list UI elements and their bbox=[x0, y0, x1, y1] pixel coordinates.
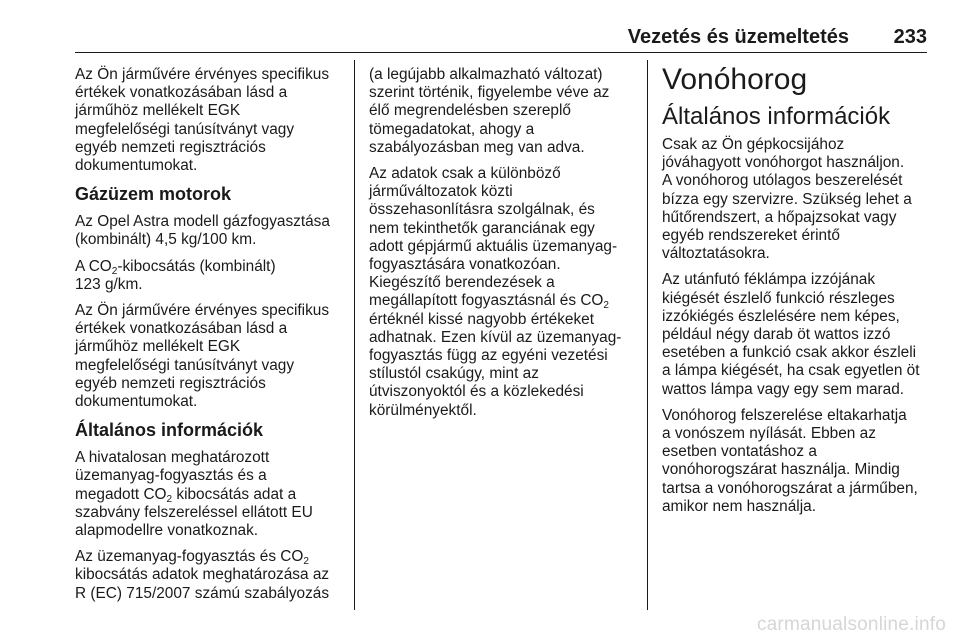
column-3 bbox=[662, 63, 952, 524]
paragraph-official-consumption: A hivatalosan meghatározott üzemanyag-fogyasztás és a megadott $CO_2$ kibocsátás adat a szabvány felszereléssel ellátott EU alapmodellre vonatkoznak. bbox=[75, 449, 313, 540]
paragraph-regulation-cont: (a legújabb alkalmazható változat) szerint történik, figyelembe véve az élő megrendelésben szereplő tömegadatokat, ahogy a szabályozásban meg van adva. bbox=[369, 66, 610, 156]
header-rule bbox=[75, 52, 927, 53]
column-2 bbox=[369, 66, 641, 428]
column-divider-2 bbox=[647, 60, 648, 610]
heading-general-info: Általános információk bbox=[75, 420, 264, 441]
header-title: Vezetés és üzemeltetés bbox=[627, 26, 849, 48]
paragraph-brake-lamp: Az utánfutó féklámpa izzójának kiégését észlelő funkció részleges izzókiégés észlelésére nem képes, például négy darab öt wattos izzó esetében a funkció csak akkor észleli a lámpa kiégését, ha csak egyetlen öt wattos lámpa vagy egy sem marad. bbox=[662, 271, 920, 398]
heading-gas-engines: Gázüzem motorok bbox=[75, 184, 232, 205]
paragraph-specific-values: Az Ön járművére érvényes specifikus értékek vonatkozásában lásd a járműhöz mellékelt EGK megfelelőségi tanúsítványt vagy egyéb nemzeti regisztrációs dokumentumokat. bbox=[75, 66, 330, 175]
paragraph-regulation: Az üzemanyag-fogyasztás és $CO_2$ kibocsátás adatok meghatározása az R (EC) 715/2007 számú szabályozás bbox=[75, 548, 330, 602]
column-divider-1 bbox=[354, 60, 355, 610]
paragraph-towbar-approved: Csak az Ön gépkocsijához jóváhagyott vonóhorgot használjon. A vonóhorog utólagos beszerelését bízza egy szervizre. Szükség lehet a hűtőrendszert, a hőpajzsokat vagy egyéb rendszereket érintő változtatásokra. bbox=[662, 136, 912, 263]
paragraph-co2-emission: A $CO_2$-kibocsátás (kombinált) 123 g/km. bbox=[75, 257, 276, 293]
heading-towbar: Vonóhorog bbox=[662, 63, 808, 96]
paragraph-gas-consumption: Az Opel Astra modell gázfogyasztása (kombinált) 4,5 kg/100 km. bbox=[75, 213, 330, 249]
paragraph-comparison: Az adatok csak a különböző járműváltozatok közti összehasonlításra szolgálnak, és nem tekinthetők garanciának egy adott gépjármű aktuális üzemanyag- fogyasztására vonatkozóan. Kiegészítő berendezések a megállapított fogyasztásnál és $CO_2$ értéknél kissé nagyobb értékeket adhatnak. Ezen kívül az üzemanyag- fogyasztás függ az egyéni vezetési stílustól csakúgy, mint az útviszonyoktól és a közlekedési körülményektől. bbox=[369, 165, 622, 419]
watermark: carmanualsonline.info bbox=[756, 614, 946, 635]
page-number: 233 bbox=[893, 26, 927, 48]
page-header bbox=[75, 22, 927, 52]
column-1 bbox=[75, 66, 347, 611]
paragraph-towbar-mounting: Vonóhorog felszerelése eltakarhatja a vonószem nyílását. Ebben az esetben vontatáshoz a vonóhorogszárat használja. Mindig tartsa a vonóhorogszárat a járműben, amikor nem használja. bbox=[662, 406, 918, 515]
heading-general-info-towbar: Általános információk bbox=[662, 103, 891, 130]
paragraph-specific-values-2: Az Ön járművére érvényes specifikus értékek vonatkozásában lásd a járműhöz mellékelt EGK megfelelőségi tanúsítványt vagy egyéb nemzeti regisztrációs dokumentumokat. bbox=[75, 302, 330, 411]
